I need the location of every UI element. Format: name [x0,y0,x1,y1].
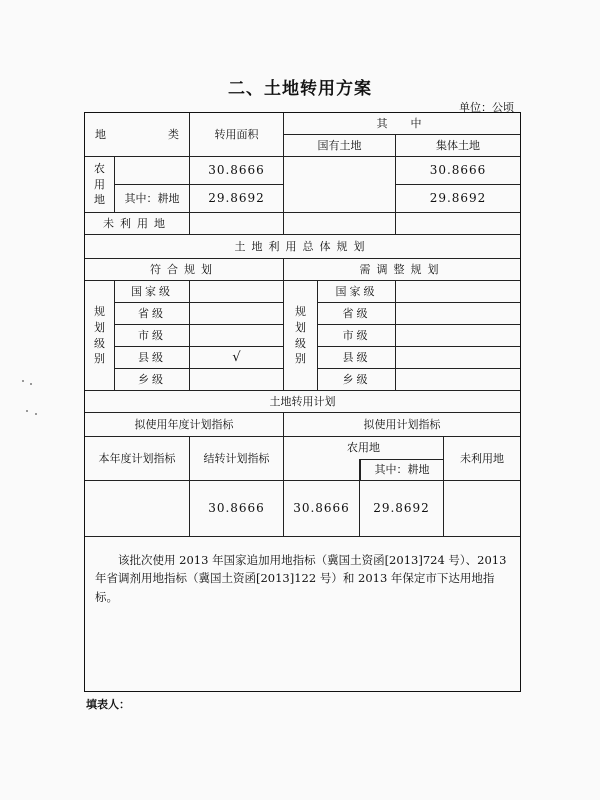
unused-land-label: 未利用地 [85,213,190,235]
conform-level-national: 国家级 [115,281,190,303]
conform-mark-county: √ [190,347,284,369]
scan-speck [22,380,24,382]
adjust-mark-provincial [396,303,520,325]
farmland-value: 30.8666 [284,481,360,537]
conform-mark-provincial [190,303,284,325]
of-which-header: 其 中 [284,113,520,135]
current-year-value [85,481,190,537]
conform-plan-title: 符合规划 [85,259,284,281]
arable-collective: 29.8692 [396,185,520,213]
carry-over-value: 30.8666 [190,481,284,537]
conform-level-township: 乡级 [115,369,190,391]
plan-section-title: 土地利用总体规划 [85,235,520,259]
conversion-plan-title: 土地转用计划 [85,391,520,413]
farmland-col-header: 农用地 [284,437,444,459]
conform-mark-national [190,281,284,303]
adjust-level-national: 国家级 [318,281,396,303]
adjust-mark-city [396,325,520,347]
scan-speck [35,413,37,415]
unit-label: 单位：公顷 [459,101,514,114]
category-header-right: 类 [168,127,179,141]
adjust-level-county: 县级 [318,347,396,369]
state-land-header: 国有土地 [284,135,396,157]
arable-label: 其中：耕地 [115,185,190,213]
unused-col-header: 未利用地 [444,437,520,481]
carry-over-quota-header: 结转计划指标 [190,437,284,481]
conform-mark-township [190,369,284,391]
category-header [85,113,190,157]
farmland-state [284,157,396,213]
farmland-label: 农 用 地 [85,157,115,213]
adjust-mark-county [396,347,520,369]
arable-area: 29.8692 [190,185,284,213]
document-title: 二、土地转用方案 [228,79,372,99]
conform-mark-city [190,325,284,347]
adjust-level-provincial: 省级 [318,303,396,325]
current-year-quota-header: 本年度计划指标 [85,437,190,481]
scan-speck [26,410,28,412]
category-header-left: 地 [95,127,106,141]
conform-level-city: 市级 [115,325,190,347]
unused-state [284,213,396,235]
conversion-table [84,112,521,692]
conform-level-county: 县级 [115,347,190,369]
farmland-total-collective: 30.8666 [396,157,520,185]
adjust-level-township: 乡级 [318,369,396,391]
arable-col-header: 其中：耕地 [360,459,444,481]
adjust-mark-township [396,369,520,391]
farmland-col-header-spacer [284,459,360,481]
adjust-level-city: 市级 [318,325,396,347]
filler-label: 填表人： [86,698,130,711]
scan-speck [30,383,32,385]
arable-value: 29.8692 [360,481,444,537]
conform-level-provincial: 省级 [115,303,190,325]
adjust-level-label: 规 划 级 别 [284,281,318,391]
unused-area [190,213,284,235]
unused-collective [396,213,520,235]
collective-land-header: 集体土地 [396,135,520,157]
farmland-total-area: 30.8666 [190,157,284,185]
annual-quota-title: 拟使用年度计划指标 [85,413,284,437]
adjust-mark-national [396,281,520,303]
area-header: 转用面积 [190,113,284,157]
adjust-plan-title: 需调整规划 [284,259,520,281]
farmland-blank [115,157,190,185]
unused-value [444,481,520,537]
planned-quota-title: 拟使用计划指标 [284,413,520,437]
notes-paragraph: 该批次使用 2013 年国家追加用地指标（冀国土资函[2013]724 号）、2013 年省调剂用地指标（冀国土资函[2013]122 号）和 2013 年保定市下达用地指标。 [95,553,507,604]
conform-level-label: 规 划 级 别 [85,281,115,391]
